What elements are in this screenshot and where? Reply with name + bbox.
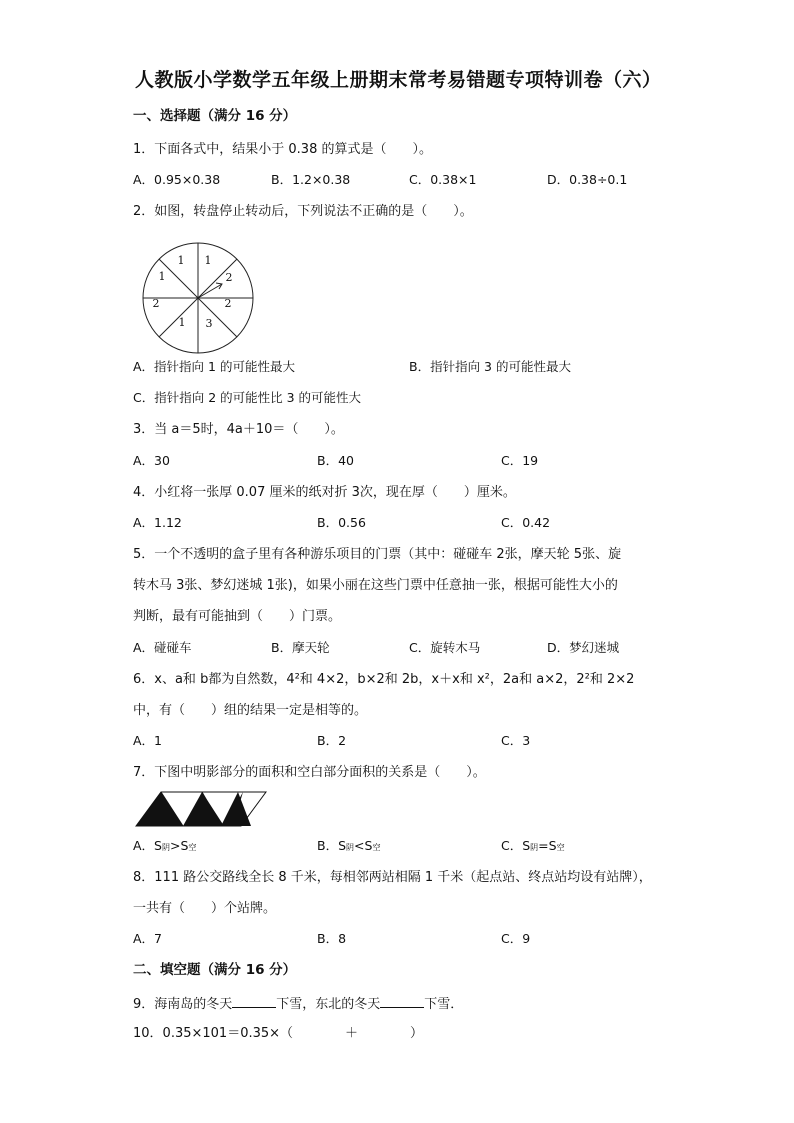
question-7: 7．下图中明影部分的面积和空白部分面积的关系是（ ）。 — [133, 765, 486, 780]
q8-option-c[interactable]: C．9 — [501, 931, 531, 946]
answer-blank[interactable] — [380, 996, 424, 1008]
spinner-label: 2 — [225, 271, 233, 284]
answer-blank[interactable] — [232, 996, 276, 1008]
parallelogram-triangles-figure — [133, 789, 269, 829]
spinner-diagram — [136, 236, 260, 360]
q4-option-a[interactable]: A．1.12 — [133, 515, 182, 530]
spinner-label: 2 — [152, 297, 160, 310]
q6-option-c[interactable]: C．3 — [501, 733, 531, 748]
q5-option-b[interactable]: B．摩天轮 — [271, 640, 330, 655]
spinner-label: 1 — [177, 254, 185, 267]
section-heading-choice: 一、选择题（满分 16 分） — [133, 108, 297, 124]
spinner-label: 1 — [158, 270, 166, 283]
question-9 — [133, 996, 463, 1011]
q2-option-a[interactable]: A．指针指向 1 的可能性最大 — [133, 359, 295, 374]
question-5-line-3: 判断，最有可能抽到（ ）门票。 — [133, 609, 342, 624]
q3-option-c[interactable]: C．19 — [501, 453, 539, 468]
shaded-triangle — [136, 792, 183, 826]
q5-option-c[interactable]: C．旋转木马 — [409, 640, 481, 655]
q3-option-a[interactable]: A．30 — [133, 453, 170, 468]
question-2: 2．如图，转盘停止转动后，下列说法不正确的是（ ）。 — [133, 204, 473, 219]
relation: =S — [538, 838, 557, 853]
q8-option-a[interactable]: A．7 — [133, 931, 163, 946]
q2-option-c[interactable]: C．指针指向 2 的可能性比 3 的可能性大 — [133, 390, 362, 405]
question-5-line-1: 5．一个不透明的盒子里有各种游乐项目的门票（其中：碰碰车 2张，摩天轮 5张、旋 — [133, 547, 622, 562]
question-4: 4．小红将一张厚 0.07 厘米的纸对折 3次，现在厚（ ）厘米。 — [133, 485, 516, 500]
spinner-label: 1 — [204, 254, 212, 267]
q1-option-d[interactable]: D．0.38÷0.1 — [547, 172, 628, 187]
question-1: 1．下面各式中，结果小于 0.38 的算式是（ ）。 — [133, 142, 432, 157]
q7-option-a[interactable] — [133, 840, 196, 853]
shaded-triangle — [221, 792, 251, 826]
q3-option-b[interactable]: B．40 — [317, 453, 354, 468]
q7-option-b[interactable] — [317, 840, 380, 853]
relation: >S — [170, 838, 189, 853]
subscript: 阴 — [346, 843, 355, 852]
option-letter: A．S — [133, 838, 162, 853]
relation: <S — [354, 838, 373, 853]
subscript: 空 — [556, 843, 565, 852]
q5-option-a[interactable]: A．碰碰车 — [133, 640, 192, 655]
question-5-line-2: 转木马 3张、梦幻迷城 1张)，如果小丽在这些门票中任意抽一张，根据可能性大小的 — [133, 578, 618, 593]
q9-text-3: 下雪． — [424, 997, 464, 1012]
spinner-label: 1 — [178, 316, 186, 329]
q9-text-1: 9．海南岛的冬天 — [133, 997, 233, 1012]
option-letter: B．S — [317, 838, 347, 853]
subscript: 阴 — [530, 843, 539, 852]
q6-option-a[interactable]: A．1 — [133, 733, 163, 748]
question-8-line-2: 一共有（ ）个站牌。 — [133, 901, 277, 916]
page-title: 人教版小学数学五年级上册期末常考易错题专项特训卷（六） — [135, 69, 662, 91]
q1-option-c[interactable]: C．0.38×1 — [409, 172, 477, 187]
q6-option-b[interactable]: B．2 — [317, 733, 347, 748]
subscript: 空 — [372, 843, 381, 852]
spinner-label: 3 — [205, 317, 213, 330]
q1-option-a[interactable]: A．0.95×0.38 — [133, 172, 221, 187]
question-6-line-2: 中，有（ ）组的结果一定是相等的。 — [133, 703, 368, 718]
q9-text-2: 下雪，东北的冬天 — [276, 997, 381, 1012]
q8-option-b[interactable]: B．8 — [317, 931, 347, 946]
q7-option-c[interactable] — [501, 840, 565, 853]
option-letter: C．S — [501, 838, 531, 853]
question-6-line-1: 6．x、a和 b都为自然数，4²和 4×2，b×2和 2b，x＋x和 x²，2a和 a×2，2²和 2×2 — [133, 672, 635, 687]
subscript: 阴 — [162, 843, 170, 852]
q5-option-d[interactable]: D．梦幻迷城 — [547, 640, 620, 655]
spinner-label: 2 — [224, 297, 232, 310]
q4-option-c[interactable]: C．0.42 — [501, 515, 551, 530]
q4-option-b[interactable]: B．0.56 — [317, 515, 366, 530]
section-heading-fill: 二、填空题（满分 16 分） — [133, 962, 297, 978]
subscript: 空 — [188, 843, 197, 852]
question-3: 3．当 a＝5时，4a＋10＝（ ）。 — [133, 422, 344, 437]
question-10: 10．0.35×101＝0.35×（ ＋ ） — [133, 1026, 424, 1041]
question-8-line-1: 8．111 路公交路线全长 8 千米，每相邻两站相隔 1 千米（起点站、终点站均设有站牌）， — [133, 870, 652, 885]
q2-option-b[interactable]: B．指针指向 3 的可能性最大 — [409, 359, 571, 374]
q1-option-b[interactable]: B．1.2×0.38 — [271, 172, 351, 187]
